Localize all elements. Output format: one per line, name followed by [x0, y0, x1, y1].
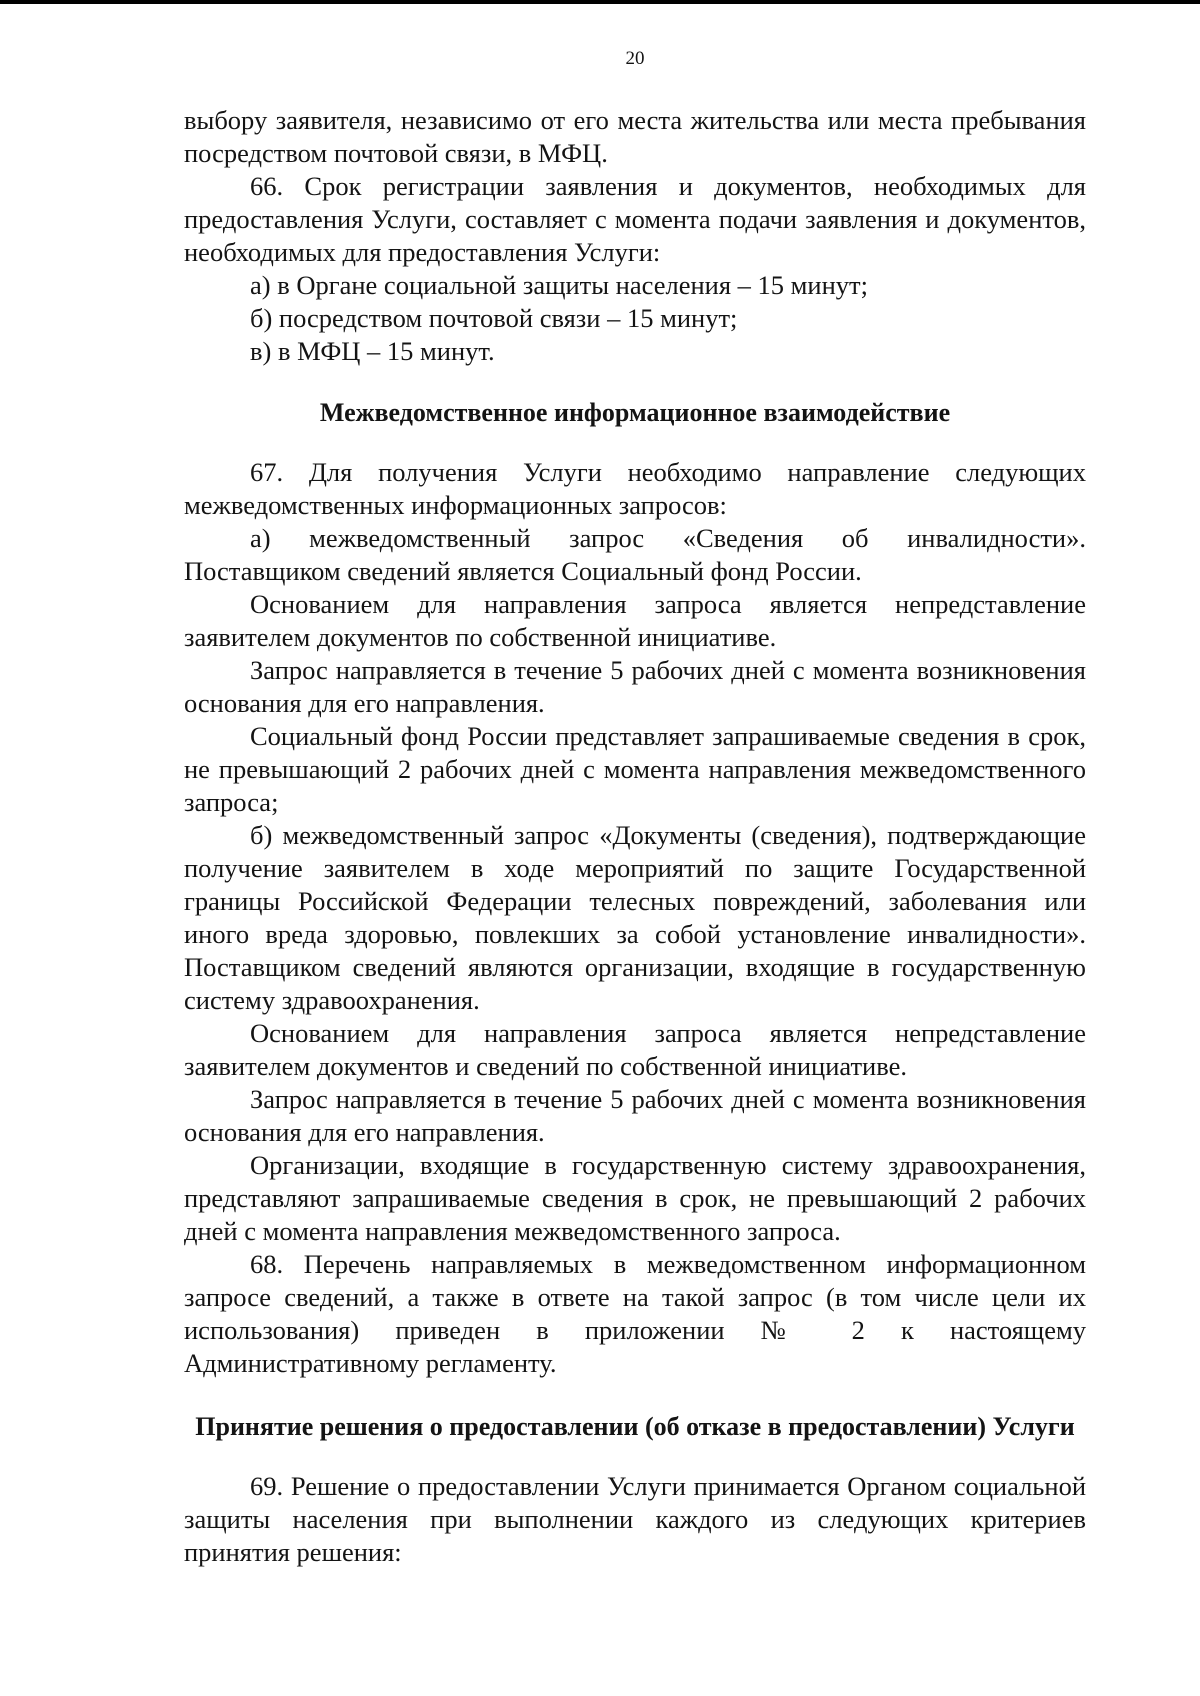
paragraph-69: 69. Решение о предоставлении Услуги принимается Органом социальной защиты населения при выполнении каждого из следующих критериев принятия решения:: [184, 1471, 1086, 1567]
paragraph-request-term-1: Запрос направляется в течение 5 рабочих дней с момента возникновения основания для его направления.: [184, 655, 1086, 718]
paragraph-68: 68. Перечень направляемых в межведомственном информационном запросе сведений, а также в ответе на такой запрос (в том числе цели их использования) приведен в приложении № 2 к настоящему Административному регламенту.: [184, 1249, 1086, 1378]
section-heading-interagency: Межведомственное информационное взаимодействие: [319, 398, 951, 427]
scan-top-border: [0, 0, 1200, 4]
paragraph-67-a: а) межведомственный запрос «Сведения об инвалидности». Поставщиком сведений является Социальный фонд России.: [184, 523, 1086, 586]
page-number: 20: [625, 48, 645, 69]
paragraph-67: 67. Для получения Услуги необходимо направление следующих межведомственных информационных запросов:: [184, 457, 1086, 520]
paragraph-basis-2: Основанием для направления запроса является непредставление заявителем документов и сведений по собственной инициативе.: [184, 1018, 1086, 1081]
paragraph-67-b: б) межведомственный запрос «Документы (сведения), подтверждающие получение заявителем в ходе мероприятий по защите Государственной границы Российской Федерации телесных повреждений, заболевания или иного вреда здоровью, повлекших за собой установление инвалидности». Поставщиком сведений являются организации, входящие в государственную систему здравоохранения.: [184, 820, 1086, 1015]
paragraph-66: 66. Срок регистрации заявления и документов, необходимых для предоставления Услуги, составляет с момента подачи заявления и документов, необходимых для предоставления Услуги:: [184, 171, 1086, 267]
section-heading-decision: Принятие решения о предоставлении (об отказе в предоставлении) Услуги: [195, 1412, 1075, 1441]
paragraph-basis-1: Основанием для направления запроса является непредставление заявителем документов по собственной инициативе.: [184, 589, 1086, 652]
paragraph-continuation: выбору заявителя, независимо от его места жительства или места пребывания посредством почтовой связи, в МФЦ.: [184, 105, 1086, 168]
list-item-b: б) посредством почтовой связи – 15 минут;: [250, 303, 738, 333]
document-body: [184, 104, 1086, 1569]
list-item-v: в) в МФЦ – 15 минут.: [250, 336, 495, 366]
list-item-a: а) в Органе социальной защиты населения – 15 минут;: [250, 270, 868, 300]
paragraph-response-term-1: Социальный фонд России представляет запрашиваемые сведения в срок, не превышающий 2 рабочих дней с момента направления межведомственного запроса;: [184, 721, 1086, 817]
paragraph-request-term-2: Запрос направляется в течение 5 рабочих дней с момента возникновения основания для его направления.: [184, 1084, 1086, 1147]
paragraph-response-term-2: Организации, входящие в государственную систему здравоохранения, представляют запрашиваемые сведения в срок, не превышающий 2 рабочих дней с момента направления межведомственного запроса.: [184, 1150, 1086, 1246]
